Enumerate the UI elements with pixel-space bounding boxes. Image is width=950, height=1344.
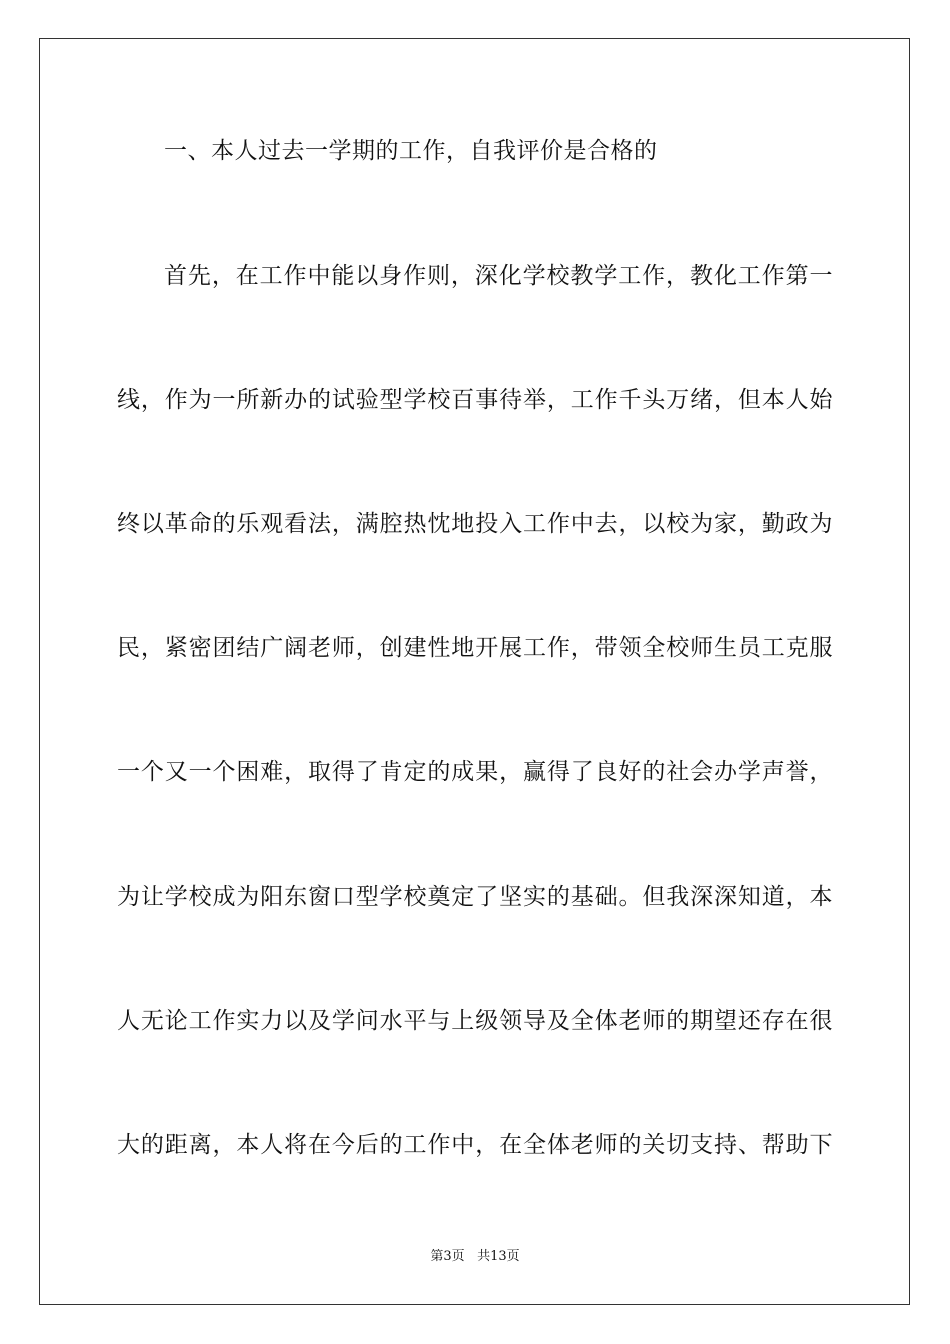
- page-frame: [39, 38, 910, 1305]
- paragraph-line: 终以革命的乐观看法，满腔热忱地投入工作中去，以校为家，勤政为: [117, 511, 833, 537]
- paragraph-line: 大的距离，本人将在今后的工作中，在全体老师的关切支持、帮助下: [117, 1132, 833, 1158]
- page-footer: [0, 1249, 950, 1265]
- paragraph-line: 一个又一个困难，取得了肯定的成果，赢得了良好的社会办学声誉，: [117, 759, 833, 785]
- paragraph-line: 民，紧密团结广阔老师，创建性地开展工作，带领全校师生员工克服: [117, 635, 833, 661]
- paragraph-line: 线，作为一所新办的试验型学校百事待举，工作千头万绪，但本人始: [117, 387, 833, 413]
- page-number-total: 共13页: [477, 1249, 520, 1264]
- paragraph-line: 人无论工作实力以及学问水平与上级领导及全体老师的期望还存在很: [117, 1008, 833, 1034]
- page-number-current: 第3页: [430, 1249, 465, 1264]
- heading-line: 一、本人过去一学期的工作，自我评价是合格的: [164, 138, 658, 164]
- paragraph-line: 为让学校成为阳东窗口型学校奠定了坚实的基础。但我深深知道，本: [117, 884, 833, 910]
- paragraph-line: 首先，在工作中能以身作则，深化学校教学工作，教化工作第一: [164, 263, 833, 289]
